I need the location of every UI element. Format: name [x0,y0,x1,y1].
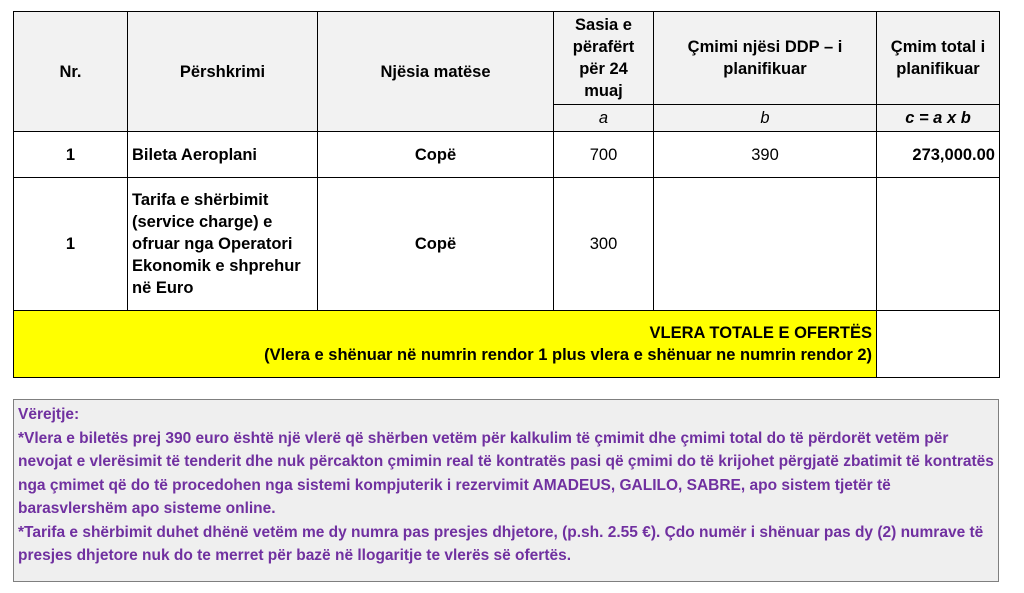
header-nr: Nr. [14,12,128,132]
row-sasia: 300 [554,178,654,311]
table-row [14,132,1000,178]
subheader-a: a [554,105,654,132]
row-njesia: Copë [318,132,554,178]
row-sasia: 700 [554,132,654,178]
row-pershkrimi: Tarifa e shërbimit (service charge) e ofruar nga Operatori Ekonomik e shprehur në Euro [128,178,318,311]
row-njesia: Copë [318,178,554,311]
row-nr: 1 [14,178,128,311]
row-cmimi: 390 [654,132,877,178]
notes-note-1: *Vlera e biletës prej 390 euro është një vlerë që shërben vetëm për kalkulim të çmimit dhe çmimi total do të përdorët vetëm për nevojat e vlerësimit të tenderit dhe nuk përcakton çmimin real të kontratës pasi që çmimi do të krijohet përgjatë zbatimit të kontratës nga çmimet që do të procedohen nga sistemi kompjuterik i rezervimit AMADEUS, GALILO, SABRE, apo sistem tjetër të barasvlershëm apo sisteme online. [18,429,994,517]
total-label [14,311,877,378]
row-total: 273,000.00 [877,132,1000,178]
header-cmimi: Çmimi njësi DDP – i planifikuar [654,12,877,105]
total-label-line2: (Vlera e shënuar në numrin rendor 1 plus vlera e shënuar ne numrin rendor 2) [264,346,872,364]
row-pershkrimi: Bileta Aeroplani [128,132,318,178]
header-njesia: Njësia matëse [318,12,554,132]
table-row [14,178,1000,311]
notes-note-2: *Tarifa e shërbimit duhet dhënë vetëm me dy numra pas presjes dhjetore, (p.sh. 2.55 €). Çdo numër i shënuar pas dy (2) numrave të presjes dhjetore nuk do te merret për bazë në llogaritje te vlerës së ofertës. [18,523,984,564]
row-total [877,178,1000,311]
notes-title: Vërejtje: [18,406,80,423]
subheader-b: b [654,105,877,132]
notes-box [13,399,999,582]
total-row [14,311,1000,378]
pricing-table [13,11,1000,378]
total-label-line1: VLERA TOTALE E OFERTËS [649,324,872,342]
header-pershkrimi: Përshkrimi [128,12,318,132]
header-row [14,12,1000,105]
total-value [877,311,1000,378]
header-total: Çmim total i planifikuar [877,12,1000,105]
subheader-c: c = a x b [877,105,1000,132]
header-sasia: Sasia e përafërt për 24 muaj [554,12,654,105]
row-nr: 1 [14,132,128,178]
row-cmimi [654,178,877,311]
